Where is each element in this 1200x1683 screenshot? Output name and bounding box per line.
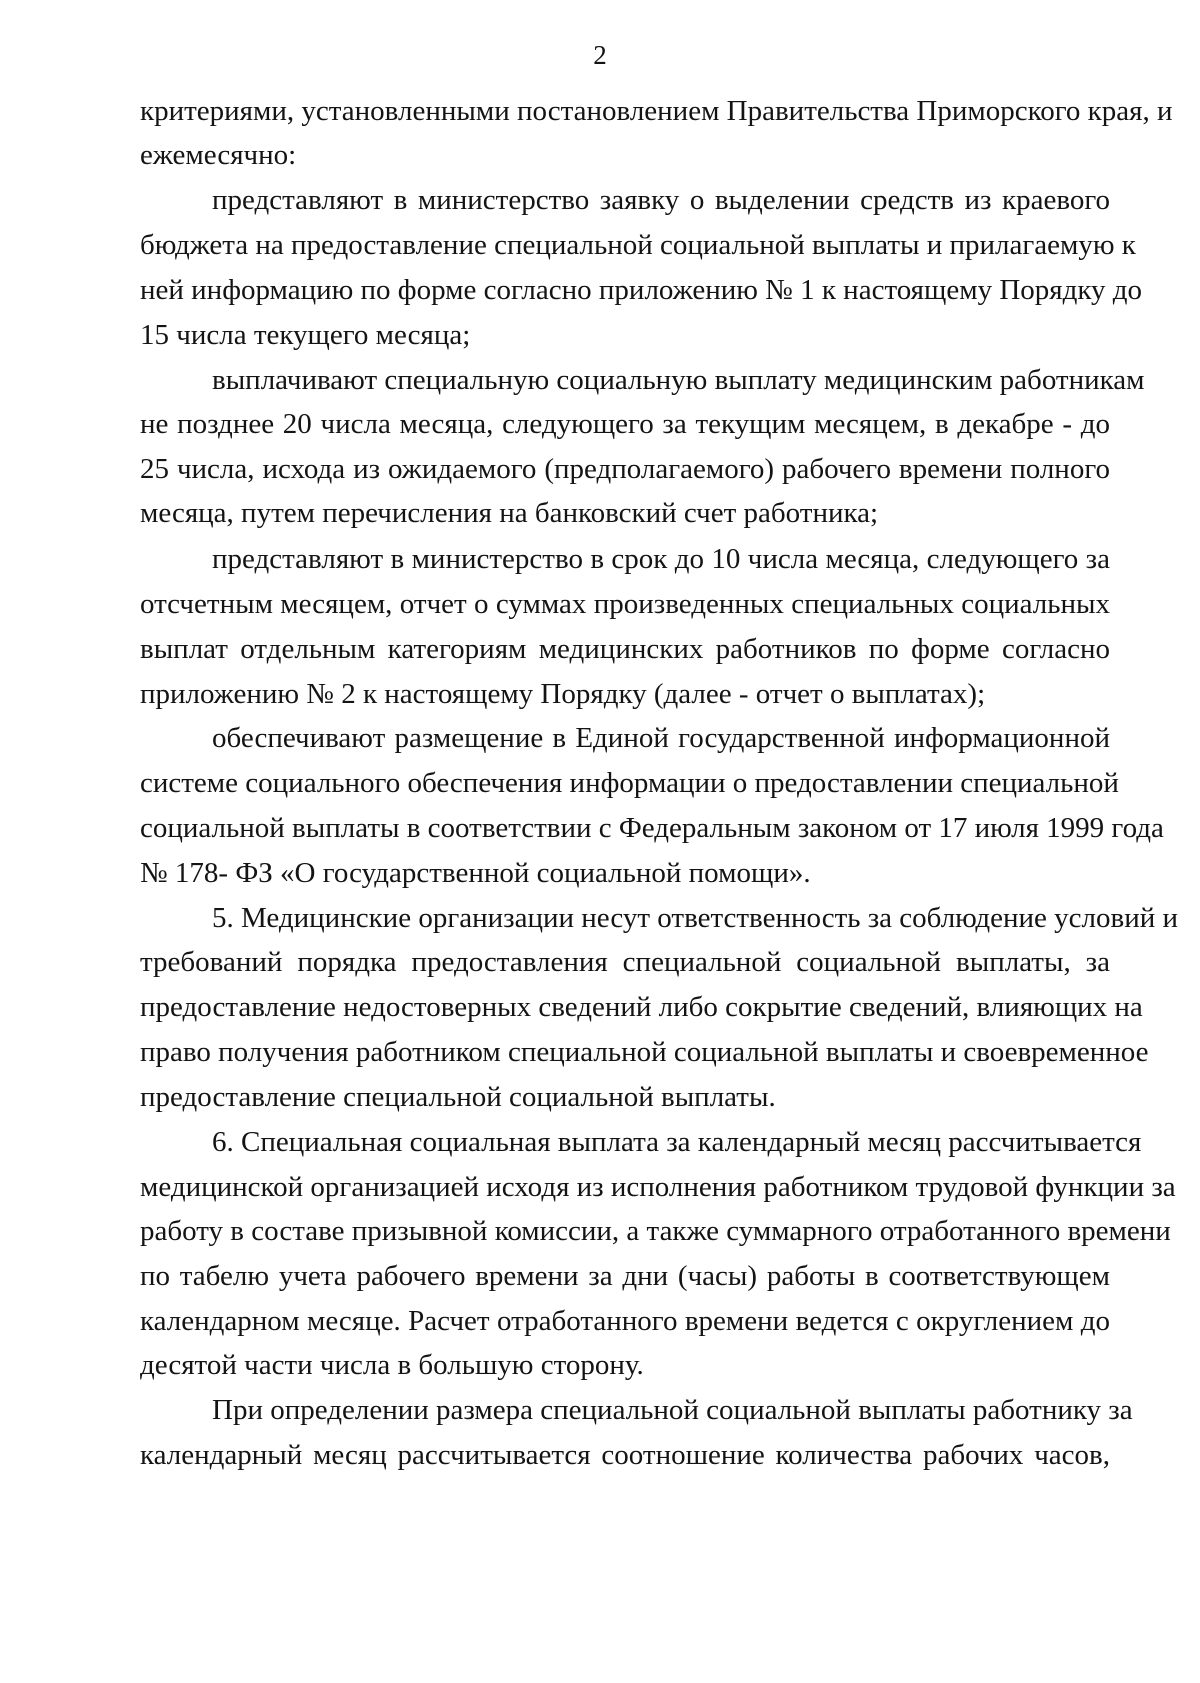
text-line: бюджета на предоставление специальной социальной выплаты и прилагаемую к	[140, 229, 1136, 261]
text-line: ней информацию по форме согласно приложению № 1 к настоящему Порядку до	[140, 274, 1143, 306]
text-line: ежемесячно:	[140, 139, 297, 171]
text-line: обеспечивают размещение в Единой государственной информационной	[212, 722, 1110, 754]
text-line: представляют в министерство заявку о выделении средств из краевого	[212, 184, 1110, 216]
text-line: календарном месяце. Расчет отработанного времени ведется с округлением до	[140, 1305, 1110, 1337]
text-line: При определении размера специальной социальной выплаты работнику за	[212, 1394, 1133, 1426]
text-line: выплачивают специальную социальную выплату медицинским работникам	[212, 364, 1145, 396]
text-line: месяца, путем перечисления на банковский счет работника;	[140, 497, 879, 529]
text-line: предоставление недостоверных сведений либо сокрытие сведений, влияющих на	[140, 991, 1143, 1023]
text-line: критериями, установленными постановлением Правительства Приморского края, и	[140, 95, 1173, 127]
text-line: 5. Медицинские организации несут ответственность за соблюдение условий и	[212, 902, 1179, 934]
text-line: право получения работником специальной социальной выплаты и своевременное	[140, 1036, 1149, 1068]
text-line: социальной выплаты в соответствии с Федеральным законом от 17 июля 1999 года	[140, 812, 1164, 844]
text-line: не позднее 20 числа месяца, следующего за текущим месяцем, в декабре - до	[140, 408, 1110, 440]
text-line: работу в составе призывной комиссии, а также суммарного отработанного времени	[140, 1215, 1171, 1247]
text-line: 6. Специальная социальная выплата за календарный месяц рассчитывается	[212, 1126, 1142, 1158]
text-line: № 178- ФЗ «О государственной социальной помощи».	[140, 857, 811, 889]
text-line: требований порядка предоставления специальной социальной выплаты, за	[140, 946, 1110, 978]
text-line: представляют в министерство в срок до 10 числа месяца, следующего за	[212, 543, 1110, 575]
text-line: десятой части числа в большую сторону.	[140, 1349, 644, 1381]
text-line: по табелю учета рабочего времени за дни (часы) работы в соответствующем	[140, 1260, 1110, 1292]
text-line: календарный месяц рассчитывается соотношение количества рабочих часов,	[140, 1439, 1110, 1471]
text-line: выплат отдельным категориям медицинских работников по форме согласно	[140, 633, 1110, 665]
text-line: системе социального обеспечения информации о предоставлении специальной	[140, 767, 1119, 799]
page-number: 2	[593, 40, 607, 70]
text-line: приложению № 2 к настоящему Порядку (далее - отчет о выплатах);	[140, 678, 986, 710]
text-line: 25 числа, исхода из ожидаемого (предполагаемого) рабочего времени полного	[140, 453, 1110, 485]
text-line: отсчетным месяцем, отчет о суммах произведенных специальных социальных	[140, 588, 1110, 620]
text-line: предоставление специальной социальной выплаты.	[140, 1081, 776, 1113]
text-line: медицинской организацией исходя из исполнения работником трудовой функции за	[140, 1171, 1176, 1203]
text-line: 15 числа текущего месяца;	[140, 319, 471, 351]
